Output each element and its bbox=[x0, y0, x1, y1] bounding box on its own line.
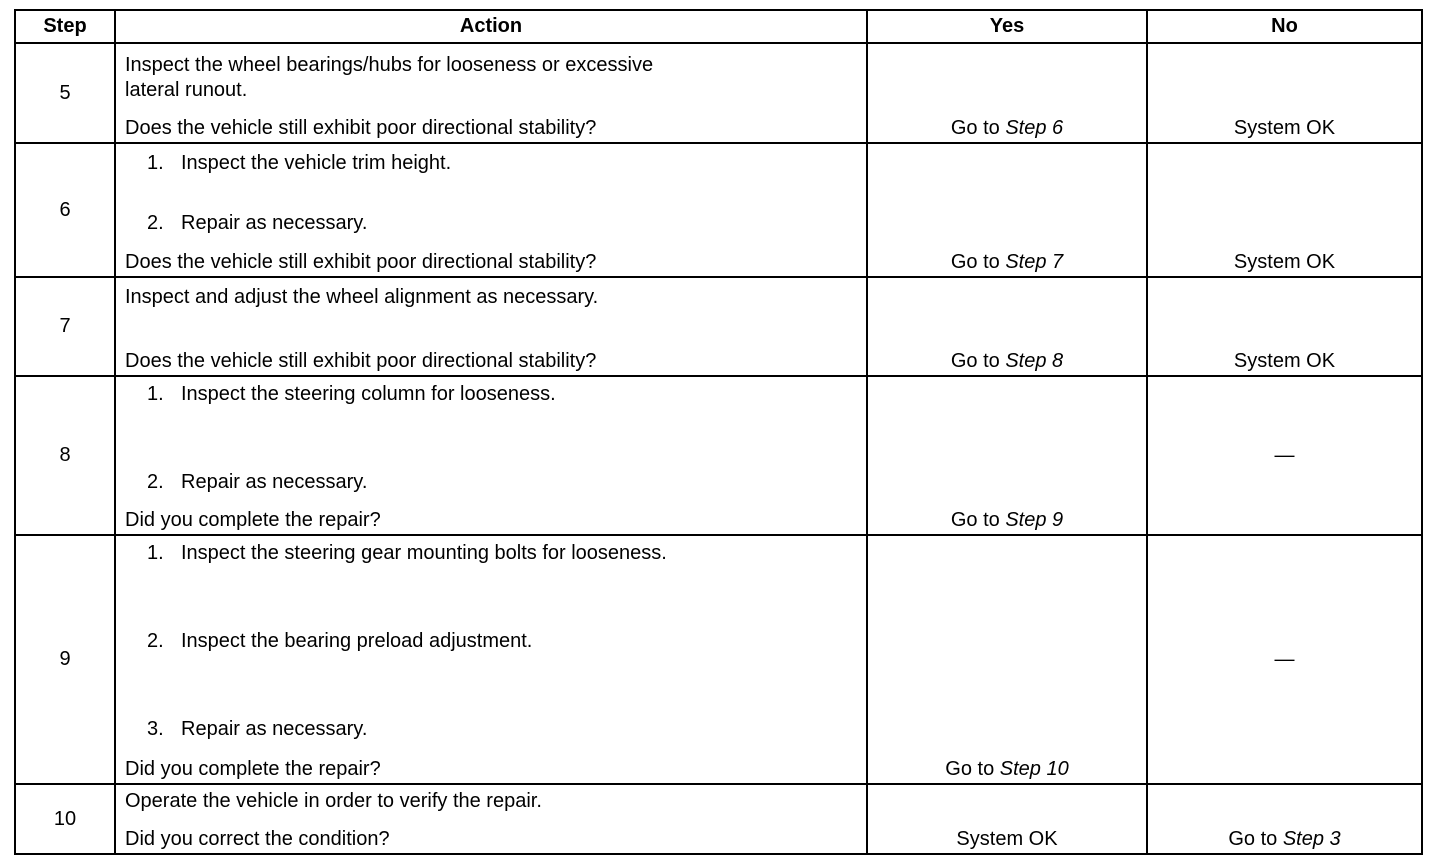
no-cell bbox=[1147, 535, 1422, 784]
step-number: 7 bbox=[15, 277, 115, 376]
no-cell bbox=[1147, 784, 1422, 854]
action-question: Does the vehicle still exhibit poor directional stability? bbox=[125, 117, 597, 139]
header-row bbox=[15, 10, 1422, 43]
header-step: Step bbox=[15, 10, 115, 43]
step-number: 5 bbox=[15, 43, 115, 143]
yes-cell bbox=[867, 43, 1147, 143]
header-action: Action bbox=[115, 10, 867, 43]
action-text: Operate the vehicle in order to verify the repair. bbox=[125, 790, 542, 812]
table-row bbox=[15, 376, 1422, 535]
action-cell bbox=[115, 143, 867, 277]
diagnostic-table bbox=[14, 9, 1423, 855]
action-cell bbox=[115, 43, 867, 143]
list-item: 1. Inspect the vehicle trim height. bbox=[147, 152, 452, 174]
action-question: Did you complete the repair? bbox=[125, 509, 381, 531]
list-item: 2. Repair as necessary. bbox=[147, 212, 368, 234]
action-text: Inspect and adjust the wheel alignment as necessary. bbox=[125, 286, 599, 308]
yes-cell bbox=[867, 376, 1147, 535]
step-number: 8 bbox=[15, 376, 115, 535]
no-answer: — bbox=[1274, 444, 1295, 466]
no-answer: System OK bbox=[1233, 117, 1336, 139]
table-row bbox=[15, 143, 1422, 277]
action-text: Inspect the wheel bearings/hubs for looseness or excessive bbox=[125, 54, 654, 76]
no-cell bbox=[1147, 277, 1422, 376]
action-text: lateral runout. bbox=[125, 79, 248, 101]
action-cell bbox=[115, 535, 867, 784]
yes-cell bbox=[867, 277, 1147, 376]
no-cell bbox=[1147, 143, 1422, 277]
action-question: Did you correct the condition? bbox=[125, 828, 390, 850]
yes-answer: Go to Step 6 bbox=[950, 117, 1064, 139]
action-cell bbox=[115, 376, 867, 535]
table-row bbox=[15, 535, 1422, 784]
yes-cell bbox=[867, 143, 1147, 277]
action-question: Did you complete the repair? bbox=[125, 758, 381, 780]
action-cell bbox=[115, 277, 867, 376]
step-number: 9 bbox=[15, 535, 115, 784]
no-answer: — bbox=[1274, 648, 1295, 670]
list-item: 3. Repair as necessary. bbox=[147, 718, 368, 740]
list-item: 2. Inspect the bearing preload adjustment. bbox=[147, 630, 533, 652]
no-answer: System OK bbox=[1233, 251, 1336, 273]
no-answer: Go to Step 3 bbox=[1228, 828, 1341, 850]
table-row bbox=[15, 784, 1422, 854]
action-question: Does the vehicle still exhibit poor directional stability? bbox=[125, 251, 597, 273]
list-item: 1. Inspect the steering column for looseness. bbox=[147, 383, 556, 405]
yes-answer: Go to Step 9 bbox=[950, 509, 1064, 531]
list-item: 1. Inspect the steering gear mounting bolts for looseness. bbox=[147, 542, 667, 564]
yes-cell bbox=[867, 535, 1147, 784]
no-answer: System OK bbox=[1233, 350, 1336, 372]
yes-answer: Go to Step 8 bbox=[950, 350, 1064, 372]
yes-answer: Go to Step 10 bbox=[945, 758, 1069, 780]
header-yes: Yes bbox=[867, 10, 1147, 43]
no-cell bbox=[1147, 376, 1422, 535]
yes-answer: System OK bbox=[956, 828, 1058, 850]
step-number: 10 bbox=[15, 784, 115, 854]
step-number: 6 bbox=[15, 143, 115, 277]
action-question: Does the vehicle still exhibit poor directional stability? bbox=[125, 350, 597, 372]
yes-cell bbox=[867, 784, 1147, 854]
table-row bbox=[15, 43, 1422, 143]
list-item: 2. Repair as necessary. bbox=[147, 471, 368, 493]
action-cell bbox=[115, 784, 867, 854]
no-cell bbox=[1147, 43, 1422, 143]
table-row bbox=[15, 277, 1422, 376]
header-no: No bbox=[1147, 10, 1422, 43]
yes-answer: Go to Step 7 bbox=[950, 251, 1064, 273]
